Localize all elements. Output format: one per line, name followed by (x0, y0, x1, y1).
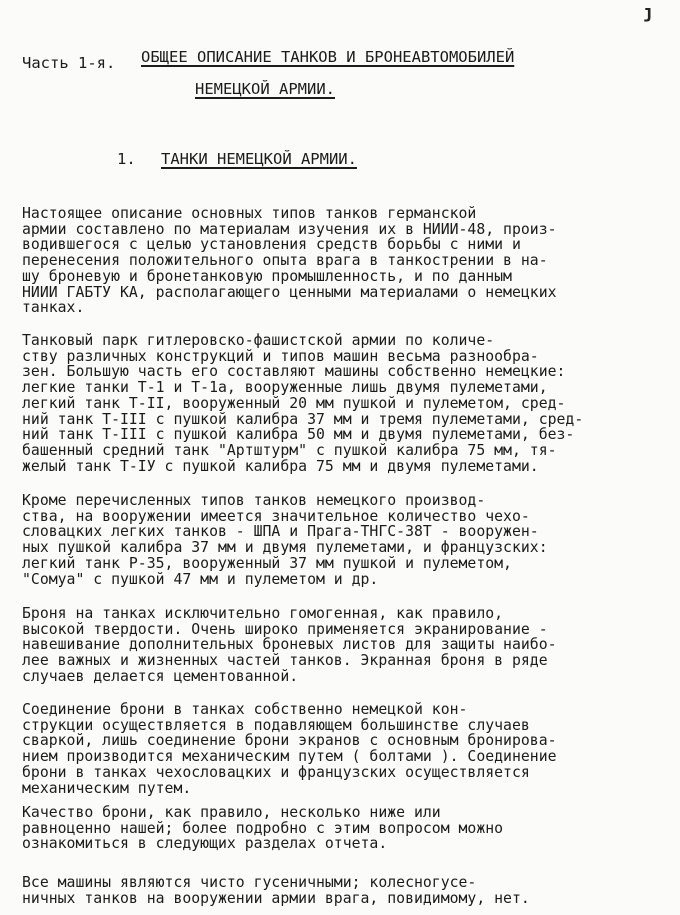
paragraph-intro: Настоящее описание основных типов танков германской армии составлено по материалам изучения их в НИИИ-48, произ- водившегося с целью установления средств борьбы с ними и перенесения положительного опыта врага в танкострении в на- шу броневую и бронетанковую промышленность, и по данным НИИИ ГАБТУ КА, располагающего ценными материалами о немецких танках. (22, 205, 557, 317)
part-label: Часть 1-я. (22, 54, 116, 72)
section-title: ТАНКИ НЕМЕЦКОЙ АРМИИ. (161, 150, 357, 168)
paragraph-armor-quality: Качество брони, как правило, несколько ниже или равноценно нашей; более подробно с этим вопросом можно ознакомиться в следующих разделах отчета. (22, 804, 504, 853)
paragraph-armor-joints: Соединение брони в танках собственно немецкой кон- струкции осуществляется в подавляющем большинстве случаев сваркой, лишь соединение брони экранов с основным бронирова- нием производится механическим путем ( болтами ). Соединение брони в танках чехословацких и французских осуществляется механическим путем. (22, 701, 557, 797)
document-title-line2: НЕМЕЦКОЙ АРМИИ. (195, 80, 335, 98)
document-title-line1: ОБЩЕЕ ОПИСАНИЕ ТАНКОВ И БРОНЕАВТОМОБИЛЕЙ (141, 48, 515, 66)
paragraph-foreign-tanks: Кроме перечисленных типов танков немецкого производ- ства, на вооружении имеется значительное количество чехо- словацких легких танков - ШПА и Прага-ТНГС-38Т - вооружен- ных пушкой калибра 37 мм и двумя пулеметами, и французских: легкий танк Р-35, вооруженный 37 мм пушкой и пулеметом, "Сомуа" с пушкой 47 мм и пулеметом и др. (22, 492, 548, 588)
paragraph-tank-park: Танковый парк гитлеровско-фашистской армии по количе- ству различных конструкций и типов машин весьма разнообра- зен. Большую часть его составляют машины собственно немецкие: легкие танки Т-1 и Т-1а, вооруженные лишь двумя пулеметами, легкий танк Т-II, вооруженный 20 мм пушкой и пулеметом, сред- ний танк Т-III с пушкой калибра 37 мм и тремя пулеметами, сред- ний танк Т-III с пушкой калибра 50 мм и двумя пулеметами, без- башенный средний танк "Артштурм" с пушкой калибра 75 мм, тя- желый танк Т-IУ с пушкой калибра 75 мм и двумя пулеметами. (22, 332, 584, 475)
paragraph-armor: Броня на танках исключительно гомогенная, как правило, высокой твердости. Очень широко применяется экранирование - навешивание дополнительных броневых листов для защиты наибо- лее важных и жизненных частей танков. Экранная броня в ряде случаев делается цементованной. (22, 605, 557, 685)
corner-mark: ȷ (643, 2, 654, 23)
paragraph-tracked: Все машины являются чисто гусеничными; колесногусе- ничных танков на вооружении армии врага, повидимому, нет. (22, 874, 530, 907)
section-number: 1. (117, 150, 136, 168)
